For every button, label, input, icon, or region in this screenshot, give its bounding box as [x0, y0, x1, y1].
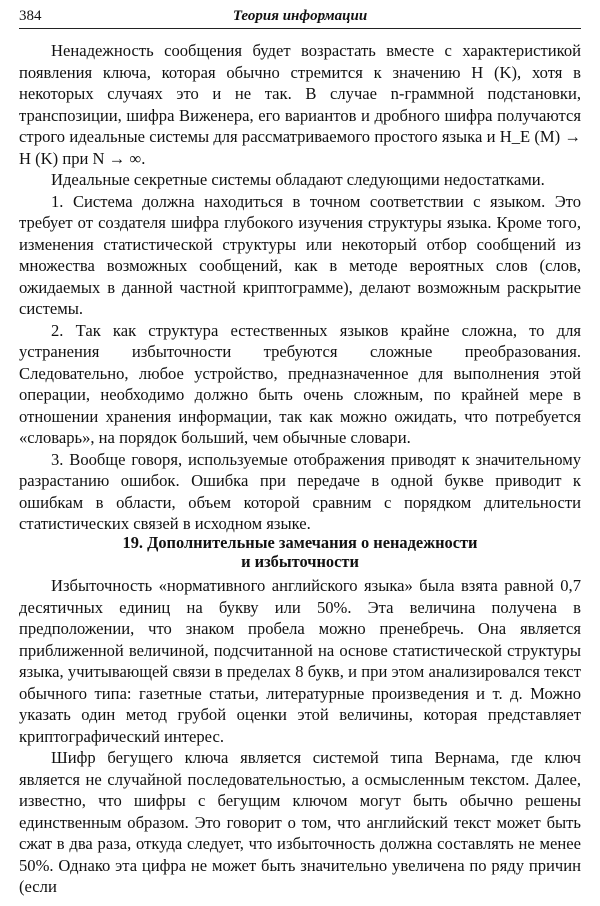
section-heading	[60, 533, 540, 571]
text-block-top	[19, 40, 581, 535]
section-heading-line: и избыточности	[241, 552, 359, 571]
running-title: Теория информации	[232, 8, 368, 24]
paragraph: Избыточность «нормативного английского языка» была взята равной 0,7 десятичных единиц на букву или 50%. Эта величина получена в предположении, что знаком пробела можно пренебречь. Она является приближенной величиной, подсчитанной на основе статистической структуры языка, учитывающей связи в пределах 8 букв, и при этом анализировался текст обычного типа: газетные статьи, литературные произведения и т. д. Можно указать один метод грубой оценки этой величины, которая представляет криптографический интерес.	[19, 576, 581, 746]
paragraph: 3. Вообще говоря, используемые отображения приводят к значительному разрастанию ошибок. Ошибка при передаче в одной букве приводит к ошибкам в области, объем которой сравним с порядком длительности статистических связей в исходном языке.	[19, 449, 581, 533]
running-header	[19, 6, 581, 29]
paragraph: 2. Так как структура естественных языков крайне сложна, то для устранения избыточности требуются сложные преобразования. Следовательно, любое устройство, предназначенное для выполнения этой операции, необходимо должно быть очень сложным, по крайней мере в отношении хранения информации, так как можно ожидать, что потребуется «словарь», на порядок больший, чем обычные словари.	[19, 320, 581, 447]
text-block-bottom	[19, 575, 581, 898]
paragraph: Ненадежность сообщения будет возрастать вместе с характеристикой появления ключа, которая обычно стремится к значению H (K), хотя в некоторых случаях это и не так. В случае n-граммной подстановки, транспозиции, шифра Виженера, его вариантов и дробного шифра получаются строго идеальные системы для рассматриваемого простого языка и H_E (M) → H (K) при N → ∞.	[19, 41, 581, 168]
paragraph: 1. Система должна находиться в точном соответствии с языком. Это требует от создателя шифра глубокого изучения структуры языка. Кроме того, изменения статистической структуры или некоторый отбор сообщений из множества возможных сообщений, как в методе вероятных слов (слов, ожидаемых в данной частной криптограмме), делают возможным раскрытие системы.	[19, 191, 581, 318]
paragraph: Идеальные секретные системы обладают следующими недостатками.	[51, 170, 545, 189]
page-number: 384	[19, 8, 42, 24]
paragraph: Шифр бегущего ключа является системой типа Вернама, где ключ является не случайной последовательностью, а осмысленным текстом. Далее, известно, что шифры с бегущим ключом могут быть обычно решены единственным образом. Это говорит о том, что английский текст может быть сжат в два раза, откуда следует, что избыточность должна составлять не менее 50%. Однако эта цифра не может быть значительно увеличена по ряду причин (если	[19, 748, 581, 896]
section-heading-line: 19. Дополнительные замечания о ненадежности	[122, 533, 478, 552]
